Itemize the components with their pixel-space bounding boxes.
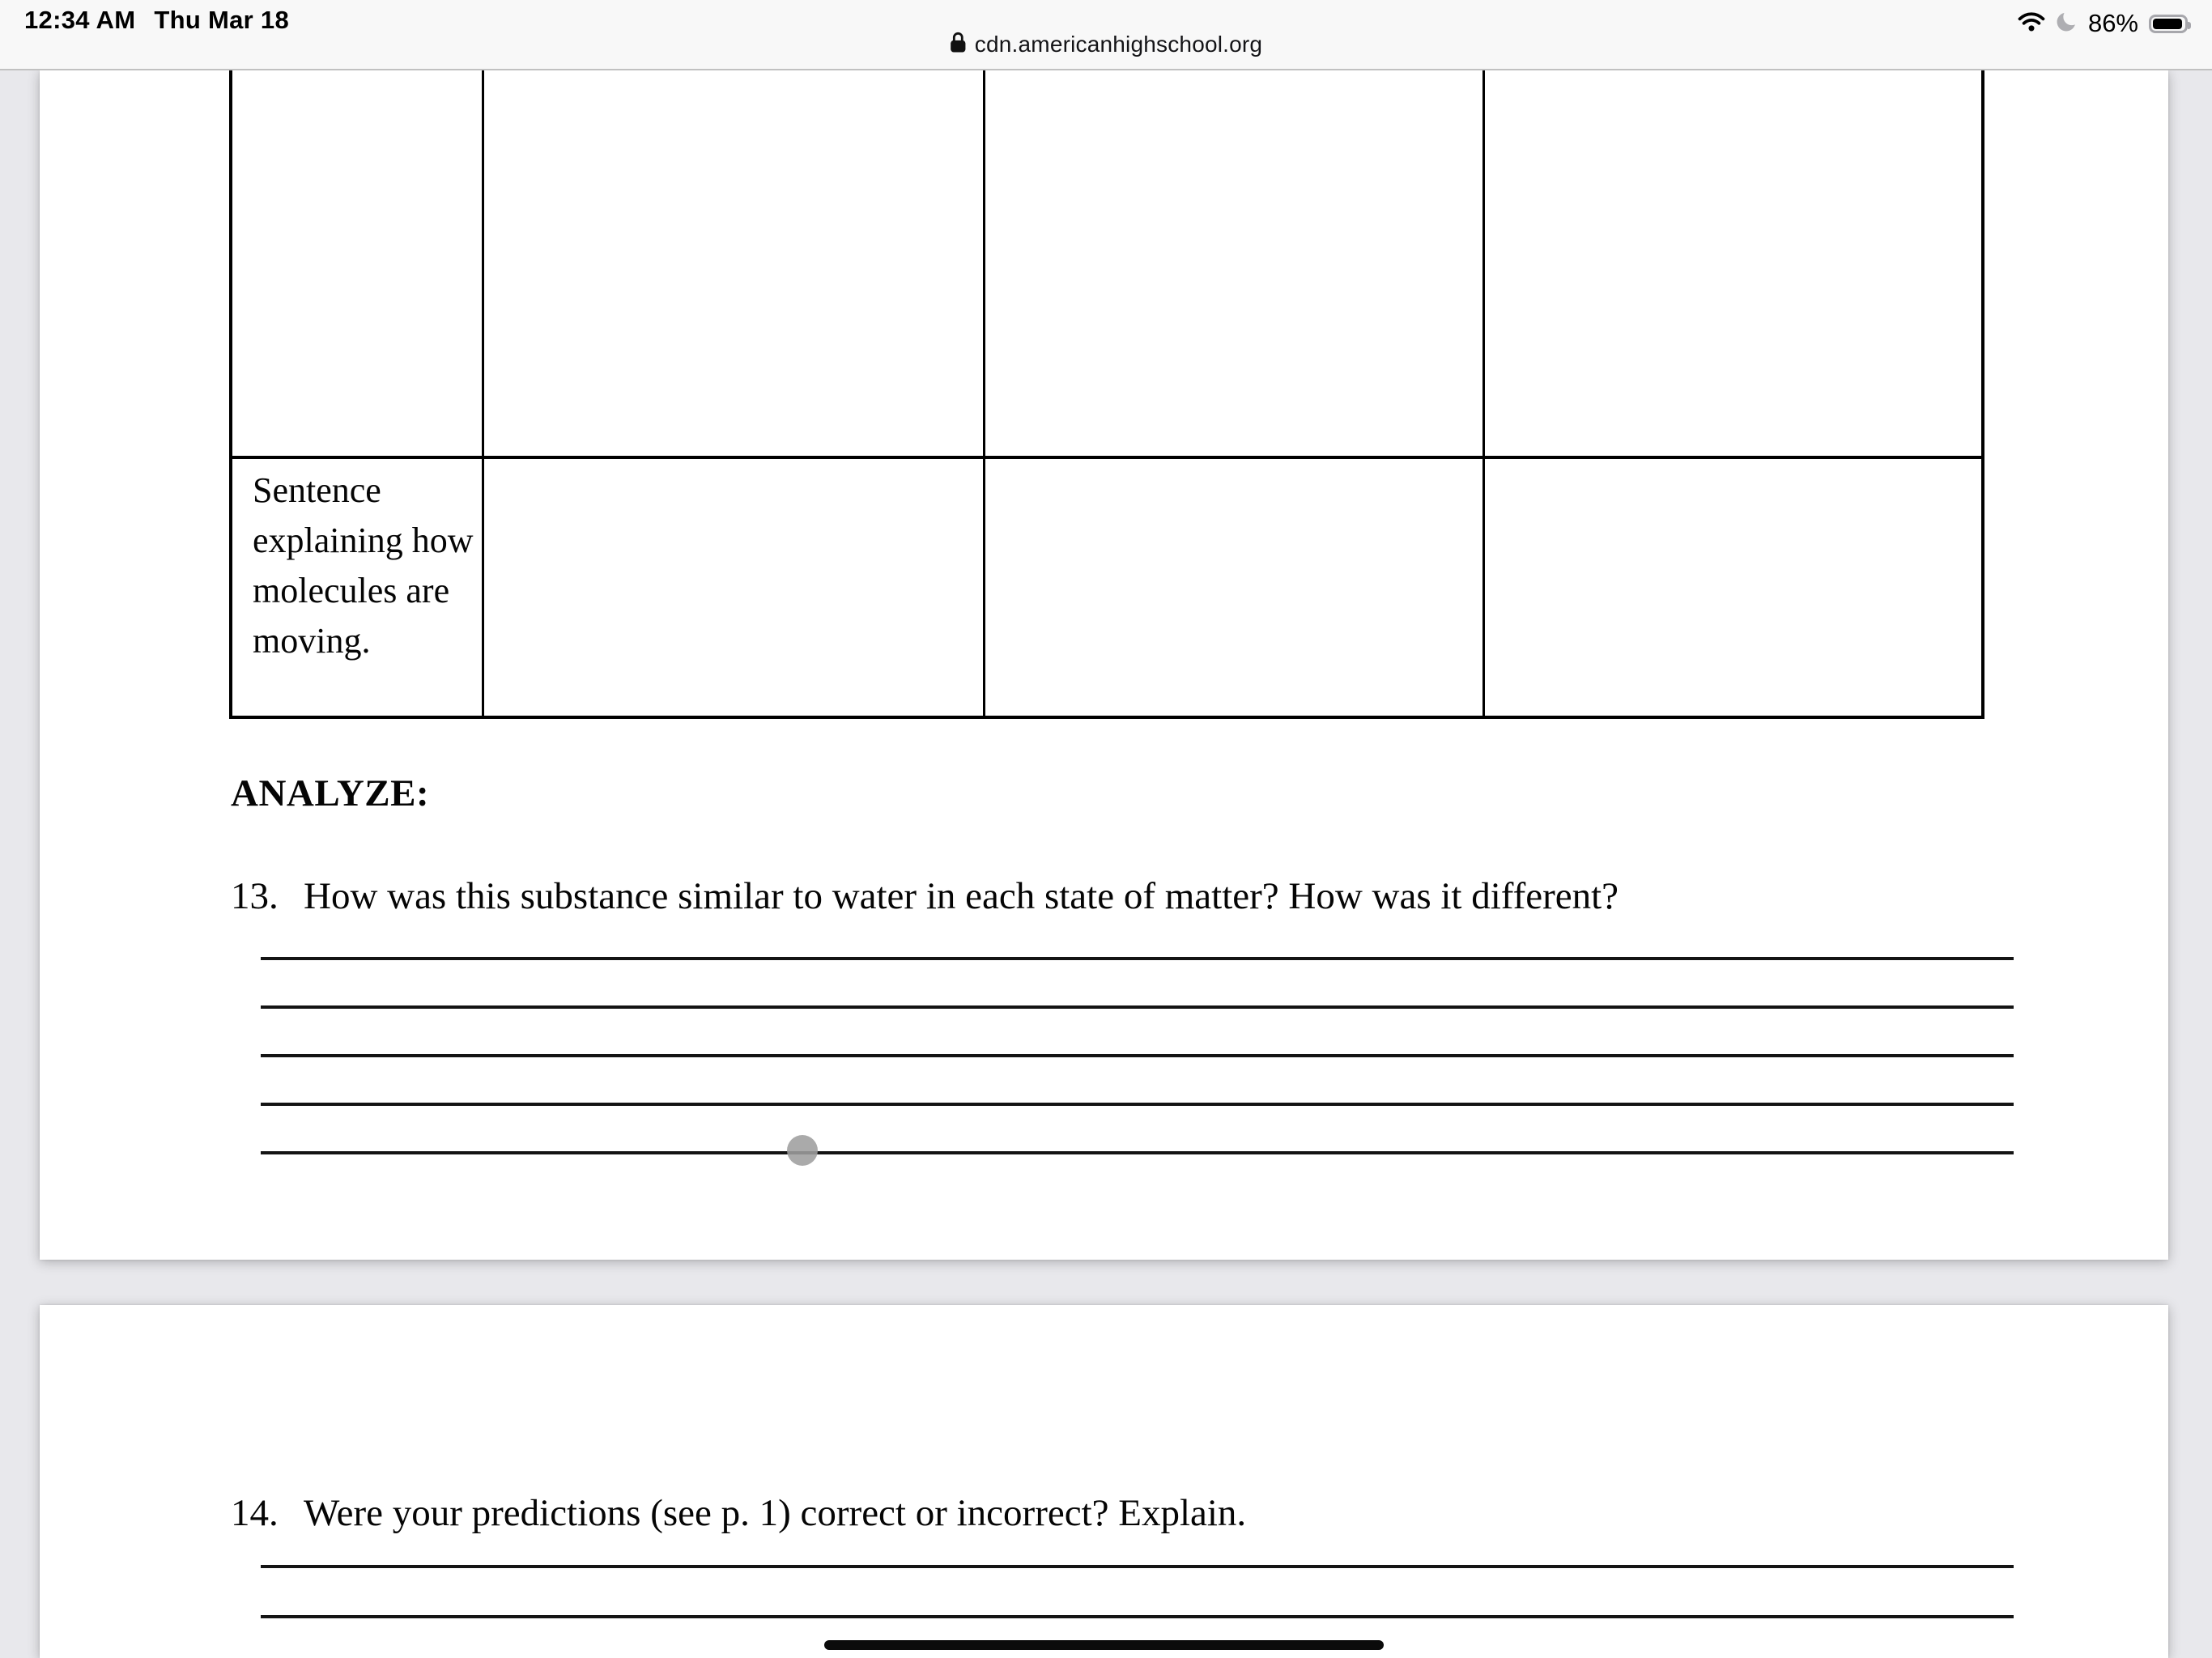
question-text: Were your predictions (see p. 1) correct or incorrect? Explain. [304,1492,1247,1534]
date-label: Thu Mar 18 [154,6,290,34]
question-13 [231,874,1619,918]
answer-line [261,957,2014,960]
address-bar[interactable] [950,31,1262,57]
battery-percent-label: 86% [2087,9,2138,37]
question-14-answer-lines [261,1565,2014,1618]
status-right [2018,9,2188,38]
question-13-answer-lines [261,957,2014,1154]
answer-line [261,1565,2014,1568]
table-row-divider [232,456,1981,459]
table-column-divider [1482,70,1485,716]
lock-icon [950,31,967,57]
table-column-divider [983,70,985,716]
question-number: 13. [231,875,279,917]
answer-line [261,1151,2014,1154]
answer-line [261,1054,2014,1057]
answer-line [261,1615,2014,1618]
answer-line [261,1005,2014,1009]
clock-label: 12:34 AM [24,6,136,34]
do-not-disturb-moon-icon [2056,11,2078,36]
question-text: How was this substance similar to water in each state of matter? How was it different? [304,875,1619,917]
question-number: 14. [231,1492,279,1534]
home-indicator[interactable] [824,1640,1384,1650]
scroll-handle-dot[interactable] [787,1135,818,1166]
answer-line [261,1103,2014,1106]
status-left [24,6,289,35]
battery-icon [2149,15,2188,33]
states-of-matter-table [229,70,1984,719]
url-label: cdn.americanhighschool.org [974,31,1263,57]
status-and-browser-bar [0,0,2212,70]
table-row-header-label: Sentence explaining how molecules are moving. [253,470,474,661]
analyze-heading: ANALYZE: [231,772,430,814]
question-14 [231,1491,1246,1535]
wifi-icon [2018,11,2045,36]
